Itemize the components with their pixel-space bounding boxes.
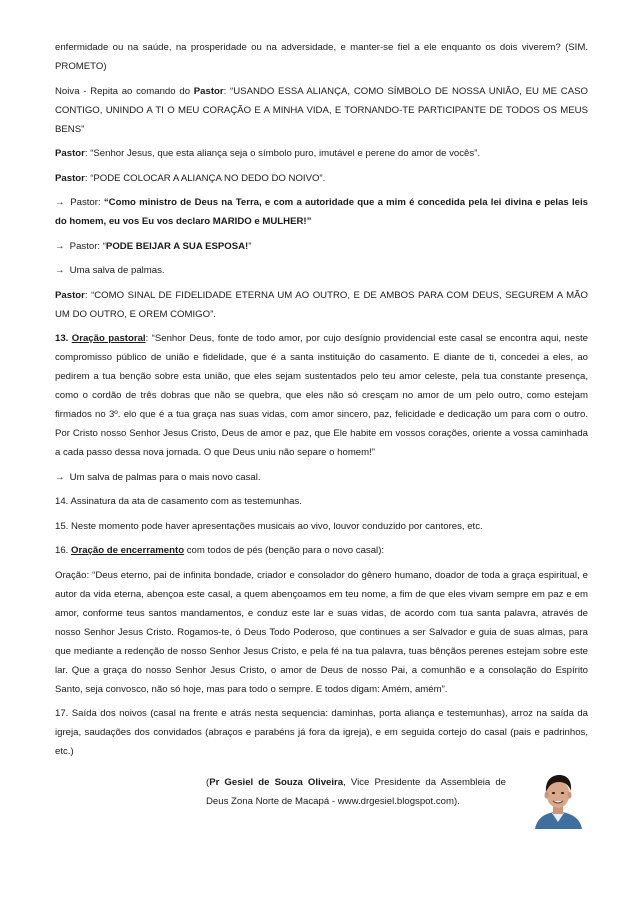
item-17: 17. Saída dos noivos (casal na frente e atrás nesta sequencia: daminhas, porta aliança e testemunhas), arroz na saída da igreja, saudações dos convidados (abraços e parabéns já fora da igreja), e em seguida cortejo do casal (pais e padrinhos, etc.) bbox=[55, 708, 588, 757]
signature-block bbox=[55, 767, 588, 827]
pastor-ring-symbol: Pastor: “Senhor Jesus, que esta aliança seja o símbolo puro, imutável e perene do amor de vocês”. bbox=[55, 148, 481, 159]
bride-repeat: Noiva - Repita ao comando do Pastor: “USANDO ESSA ALIANÇA, COMO SÍMBOLO DE NOSSA UNIÃO, EU ME CASO CONTIGO, UNINDO A TI O MEU CORAÇÃO E A MINHA VIDA, E TORNANDO-TE PARTICIPANTE DE TODOS OS MEUS BENS” bbox=[55, 85, 588, 135]
pronouncement: → Pastor: “Como ministro de Deus na Terra, e com a autoridade que a mim é concedida pela lei divina e pelas leis do homem, eu vos Eu vos declaro MARIDO e MULHER!” bbox=[55, 193, 588, 231]
section-title: Oração pastoral bbox=[71, 333, 146, 344]
item-16: 16. Oração de encerramento com todos de pés (benção para o novo casal): bbox=[55, 545, 385, 556]
speaker-label: Pastor bbox=[55, 148, 85, 159]
speaker-label: Pastor bbox=[55, 172, 85, 184]
author-name: Pr Gesiel de Souza Oliveira bbox=[209, 776, 344, 788]
speaker-label: Pastor bbox=[193, 85, 224, 97]
applause-2: → Um salva de palmas para o mais novo casal. bbox=[55, 468, 588, 487]
arrow-right-icon: → bbox=[55, 240, 65, 252]
kiss-instruction: → Pastor: “PODE BEIJAR A SUA ESPOSA!” bbox=[55, 237, 588, 256]
author-portrait-icon bbox=[531, 767, 586, 829]
arrow-right-icon: → bbox=[55, 197, 65, 208]
item-15: 15. Neste momento pode haver apresentações musicais ao vivo, louvor conduzido por cantores, etc. bbox=[55, 520, 483, 532]
arrow-right-icon: → bbox=[55, 471, 65, 483]
item-14: 14. Assinatura da ata de casamento com as testemunhas. bbox=[55, 496, 302, 507]
author-photo bbox=[531, 767, 586, 829]
closing-prayer: Oração: “Deus eterno, pai de infinita bondade, criador e consolador do gênero humano, doador de toda a graça espiritual, e autor da vida eterna, abençoa este casal, a quem abençoamos em teu nome, a fim de que eles vivam sempre em paz e em amor, conforme teus santos mandamentos, e conduz este lar e suas vidas, de acordo com tua santa palavra, através de nosso Senhor Jesus Cristo. Rogamos-te, ó Deus Todo Poderoso, que continues a ser Salvador e guia de suas almas, para que mediante a redenção de nosso Senhor Jesus Cristo, e pela fé na tua palavra, tuas bênçãos perenes estejam sobre este lar. Que a graça do nosso Senhor Jesus Cristo, o amor de Deus de nosso Pai, a comunhão e a consolação do Espírito Santo, seja convosco, não só hoje, mas para todo o sempre. E todos digam: Amém, amém”. bbox=[55, 569, 588, 695]
arrow-right-icon: → bbox=[55, 265, 65, 276]
hands-together: Pastor: “COMO SINAL DE FIDELIDADE ETERNA UM AO OUTRO, E DE AMBOS PARA COM DEUS, SEGUREM A MÃO UM DO OUTRO, E OREM COMIGO”. bbox=[55, 289, 588, 320]
pastor-ring-groom: Pastor: “PODE COLOCAR A ALIANÇA NO DEDO DO NOIVO”. bbox=[55, 172, 326, 184]
pastoral-prayer: 13. Oração pastoral: “Senhor Deus, fonte de todo amor, por cujo desígnio providencial este casal se encontra aqui, neste compromisso público de união e fidelidade, que é a santa instituição do casamento. E diante de ti, concedei a eles, ao pedirem a tua benção sobre esta união, que eles sejam sustentados pelo teu amor celeste, pela tua constante presença, como o cordão de três dobras que não se quebra, que eles não só cresçam no amor de um pelo outro, como estejam firmados no 3º. elo que é a tua graça nas suas vidas, com amor sincero, paz, felicidade e dedicação um para com o outro. Por Cristo nosso Senhor Jesus Cristo, Deus de amor e paz, que Ele habite em vossos corações, oriente a vossa caminhada a cada passo dessa nova jornada. O que Deus uniu não separe o homem!” bbox=[55, 333, 588, 458]
applause-1: → Uma salva de palmas. bbox=[55, 261, 588, 280]
signature-text: (Pr Gesiel de Souza Oliveira, Vice Presidente da Assembleia de Deus Zona Norte de Macapá - www.drgesiel.blogspot.com). bbox=[206, 776, 506, 807]
document-page bbox=[55, 38, 588, 827]
section-title: Oração de encerramento bbox=[71, 545, 185, 556]
vows-question-tail: enfermidade ou na saúde, na prosperidade ou na adversidade, e manter-se fiel a ele enquanto os dois viverem? (SIM. PROMETO) bbox=[55, 42, 588, 72]
speaker-label: Pastor bbox=[55, 289, 85, 301]
